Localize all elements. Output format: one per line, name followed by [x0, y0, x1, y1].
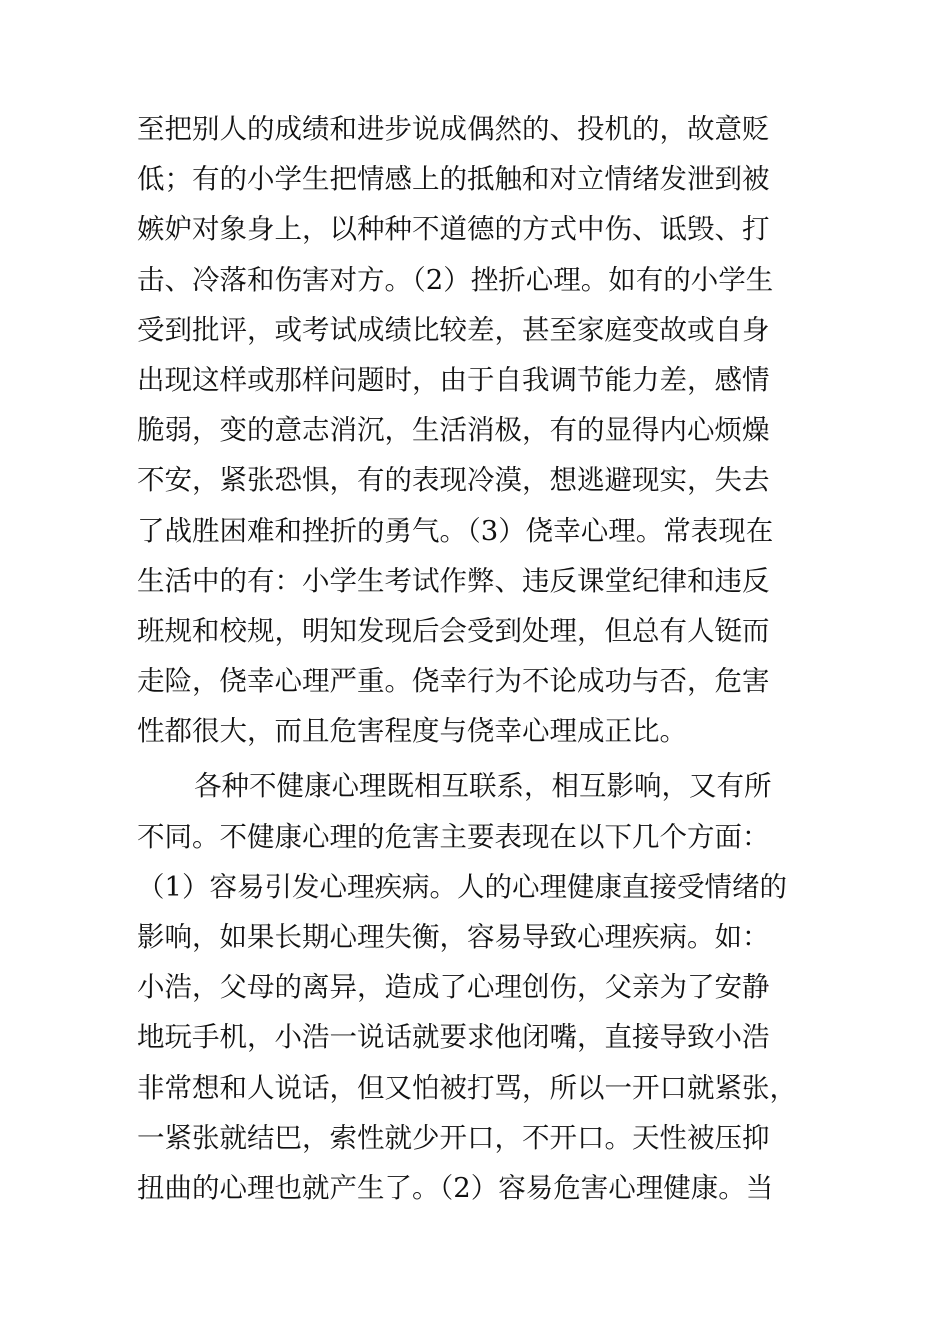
text-line: （1）容易引发心理疾病。人的心理健康直接受情绪的: [137, 870, 787, 903]
text-line: 地玩手机，小浩一说话就要求他闭嘴，直接导致小浩: [137, 1021, 770, 1054]
text-line: 击、冷落和伤害对方。（2）挫折心理。如有的小学生: [137, 263, 774, 296]
text-line: 非常想和人说话，但又怕被打骂，所以一开口就紧张，: [137, 1071, 797, 1104]
text-line: 扭曲的心理也就产生了。（2）容易危害心理健康。当: [137, 1171, 774, 1204]
text-line: 至把别人的成绩和进步说成偶然的、投机的，故意贬: [137, 113, 770, 145]
text-line: 一紧张就结巴，索性就少开口，不开口。天性被压抑: [137, 1121, 770, 1154]
text-line-indented: 各种不健康心理既相互联系，相互影响，又有所: [194, 770, 772, 803]
text-line: 走险，侥幸心理严重。侥幸行为不论成功与否，危害: [137, 665, 770, 698]
paragraph-1: [137, 104, 837, 756]
text-line: 影响，如果长期心理失衡，容易导致心理疾病。如：: [137, 921, 770, 953]
text-line: 了战胜困难和挫折的勇气。（3）侥幸心理。常表现在: [137, 514, 774, 547]
text-line: 低；有的小学生把情感上的抵触和对立情绪发泄到被: [137, 163, 770, 196]
text-line: 生活中的有：小学生考试作弊、违反课堂纪律和违反: [137, 564, 770, 597]
text-line: 脆弱，变的意志消沉，生活消极，有的显得内心烦燥: [137, 414, 770, 447]
text-line: 小浩，父母的离异，造成了心理创伤，父亲为了安静: [137, 971, 770, 1004]
paragraph-2: [137, 761, 837, 1213]
text-line: 受到批评，或考试成绩比较差，甚至家庭变故或自身: [137, 313, 770, 346]
body-text: [137, 104, 837, 1213]
text-line: 班规和校规，明知发现后会受到处理，但总有人铤而: [137, 614, 770, 647]
text-line: 不同。不健康心理的危害主要表现在以下几个方面：: [137, 820, 770, 853]
text-line: 嫉妒对象身上，以种种不道德的方式中伤、诋毁、打: [137, 213, 770, 246]
text-line: 出现这样或那样问题时，由于自我调节能力差，感情: [137, 363, 770, 396]
text-line: 不安，紧张恐惧，有的表现冷漠，想逃避现实，失去: [137, 464, 770, 497]
text-line: 性都很大，而且危害程度与侥幸心理成正比。: [137, 715, 687, 748]
